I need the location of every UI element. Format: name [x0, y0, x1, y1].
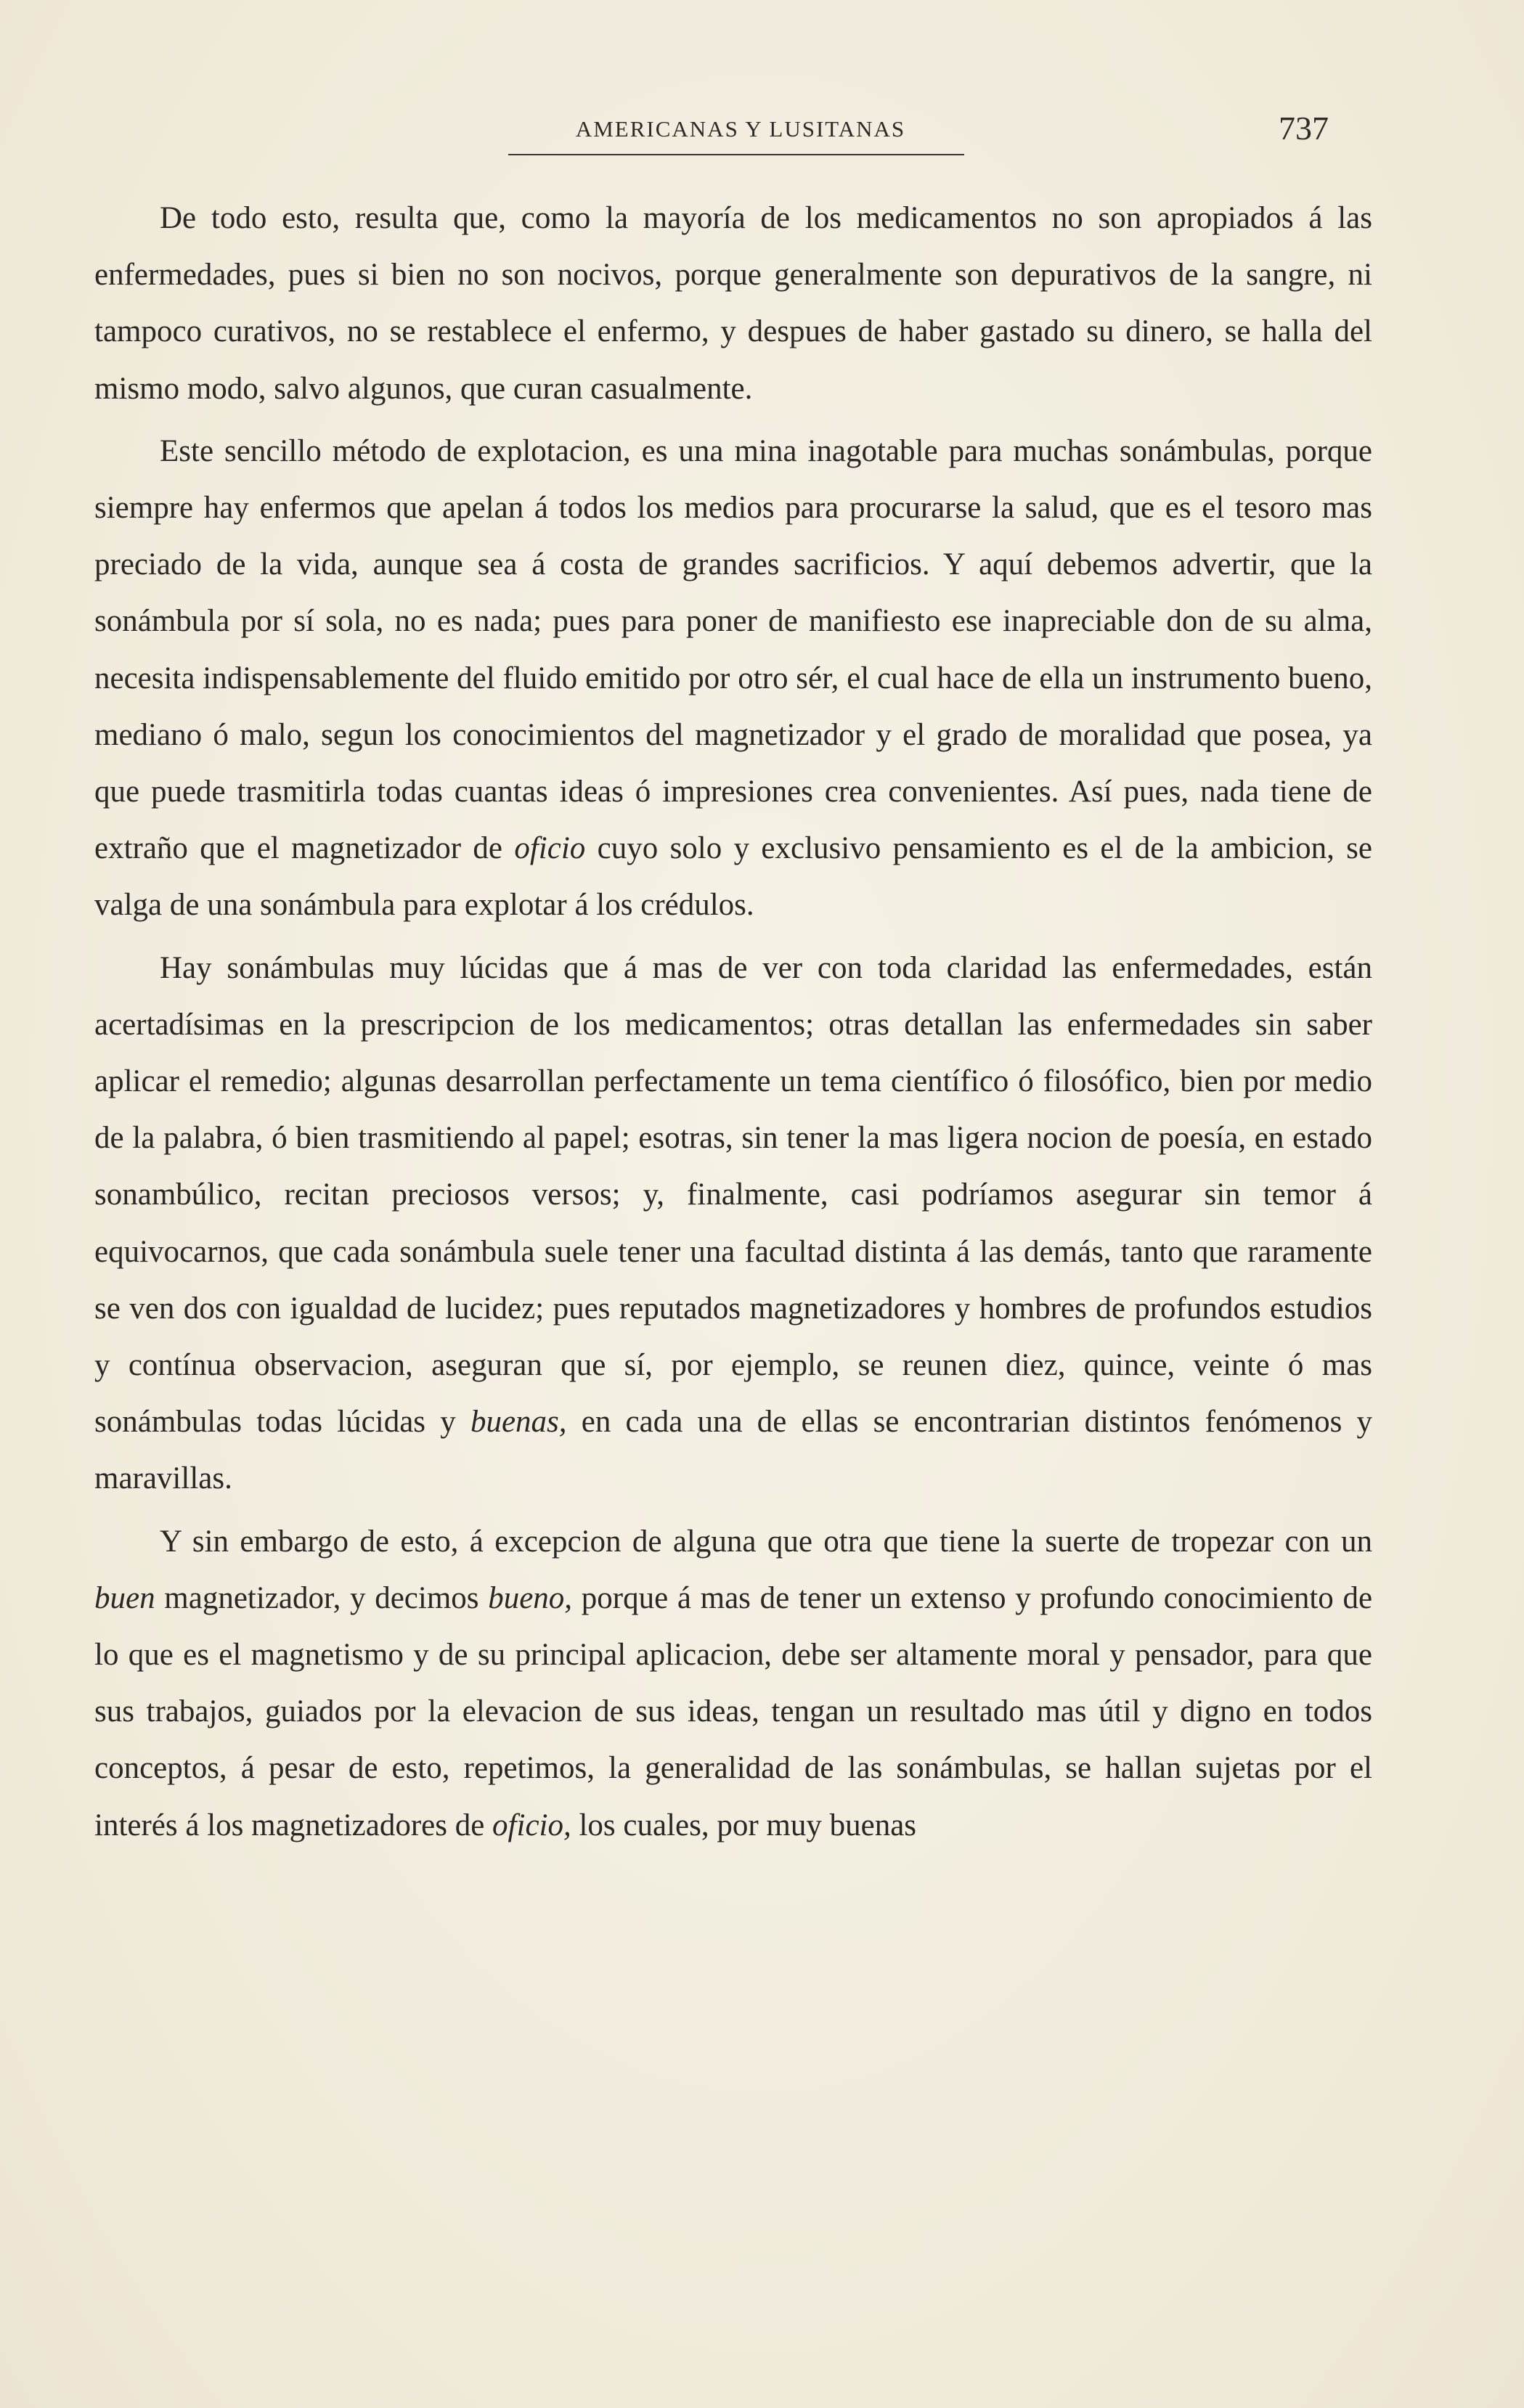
paragraph-4-text-a: Y sin embargo de esto, á excepcion de alguna que otra que tiene la suerte de tropezar con un [160, 1524, 1372, 1559]
paragraph-2 [94, 423, 1372, 934]
paragraph-1 [94, 190, 1372, 417]
paragraph-3-italic: buenas, [470, 1405, 567, 1440]
paragraph-4 [94, 1514, 1372, 1854]
paragraph-4-italic-1: buen [94, 1580, 155, 1615]
paragraph-3 [94, 940, 1372, 1508]
paragraph-4-italic-3: oficio, [492, 1808, 571, 1842]
paragraph-4-text-b: magnetizador, y decimos [164, 1580, 479, 1615]
paragraph-2-italic: oficio [514, 831, 586, 866]
paragraph-4-italic-2: bueno, [488, 1580, 573, 1615]
paragraph-4-text-d: los cuales, por muy buenas [579, 1808, 917, 1842]
page-number: 737 [1279, 110, 1329, 147]
paragraph-4-text-c: porque á mas de tener un extenso y profundo conocimiento de lo que es el magnetismo y de su principal aplicacion, debe ser altamente moral y pensador, para que sus trabajos, guiados por la elevacion de sus ideas, tengan un resultado mas útil y digno en todos conceptos, á pesar de esto, repetimos, la generalidad de las sonámbulas, se hallan sujetas por el interés á los magnetizadores de [94, 1580, 1373, 1842]
paragraph-3-text-a: Hay sonámbulas muy lúcidas que á mas de ver con toda claridad las enfermedades, están acertadísimas en la prescripcion de los medicamentos; otras detallan las enfermedades sin saber aplicar el remedio; algunas desarrollan perfectamente un tema científico ó filosófico, bien por medio de la palabra, ó bien trasmitiendo al papel; esotras, sin tener la mas ligera nocion de poesía, en estado sonambúlico, recitan preciosos versos; y, finalmente, casi podríamos asegurar sin temor á equivocarnos, que cada sonámbula suele tener una facultad distinta á las demás, tanto que raramente se ven dos con igualdad de lucidez; pues reputados magnetizadores y hombres de profundos estudios y contínua observacion, aseguran que sí, por ejemplo, se reunen diez, quince, veinte ó mas sonámbulas todas lúcidas y [94, 950, 1372, 1440]
body-text [94, 190, 1372, 1854]
running-title: AMERICANAS Y LUSITANAS [575, 116, 906, 142]
paragraph-2-text-b: cuyo solo y exclusivo pensamiento es el de la ambicion, se valga de una sonámbula para explotar á los crédulos. [94, 831, 1372, 923]
header-rule [508, 154, 964, 155]
paragraph-3-text-b: en cada una de ellas se encontrarian distintos fenómenos y maravillas. [94, 1405, 1373, 1496]
paragraph-2-text-a: Este sencillo método de explotacion, es una mina inagotable para muchas sonámbulas, porque siempre hay enfermos que apelan á todos los medios para procurarse la salud, que es el tesoro mas preciado de la vida, aunque sea á costa de grandes sacrificios. Y aquí debemos advertir, que la sonámbula por sí sola, no es nada; pues para poner de manifiesto ese inapreciable don de su alma, necesita indispensablemente del fluido emitido por otro sér, el cual hace de ella un instrumento bueno, mediano ó malo, segun los conocimientos del magnetizador y el grado de moralidad que posea, ya que puede trasmitirla todas cuantas ideas ó impresiones crea convenientes. Así pues, nada tiene de extraño que el magnetizador de [94, 433, 1372, 866]
paragraph-1-text: De todo esto, resulta que, como la mayoría de los medicamentos no son apropiados á las enfermedades, pues si bien no son nocivos, porque generalmente son depurativos de la sangre, ni tampoco curativos, no se restablece el enfermo, y despues de haber gastado su dinero, se halla del mismo modo, salvo algunos, que curan casualmente. [94, 201, 1372, 406]
